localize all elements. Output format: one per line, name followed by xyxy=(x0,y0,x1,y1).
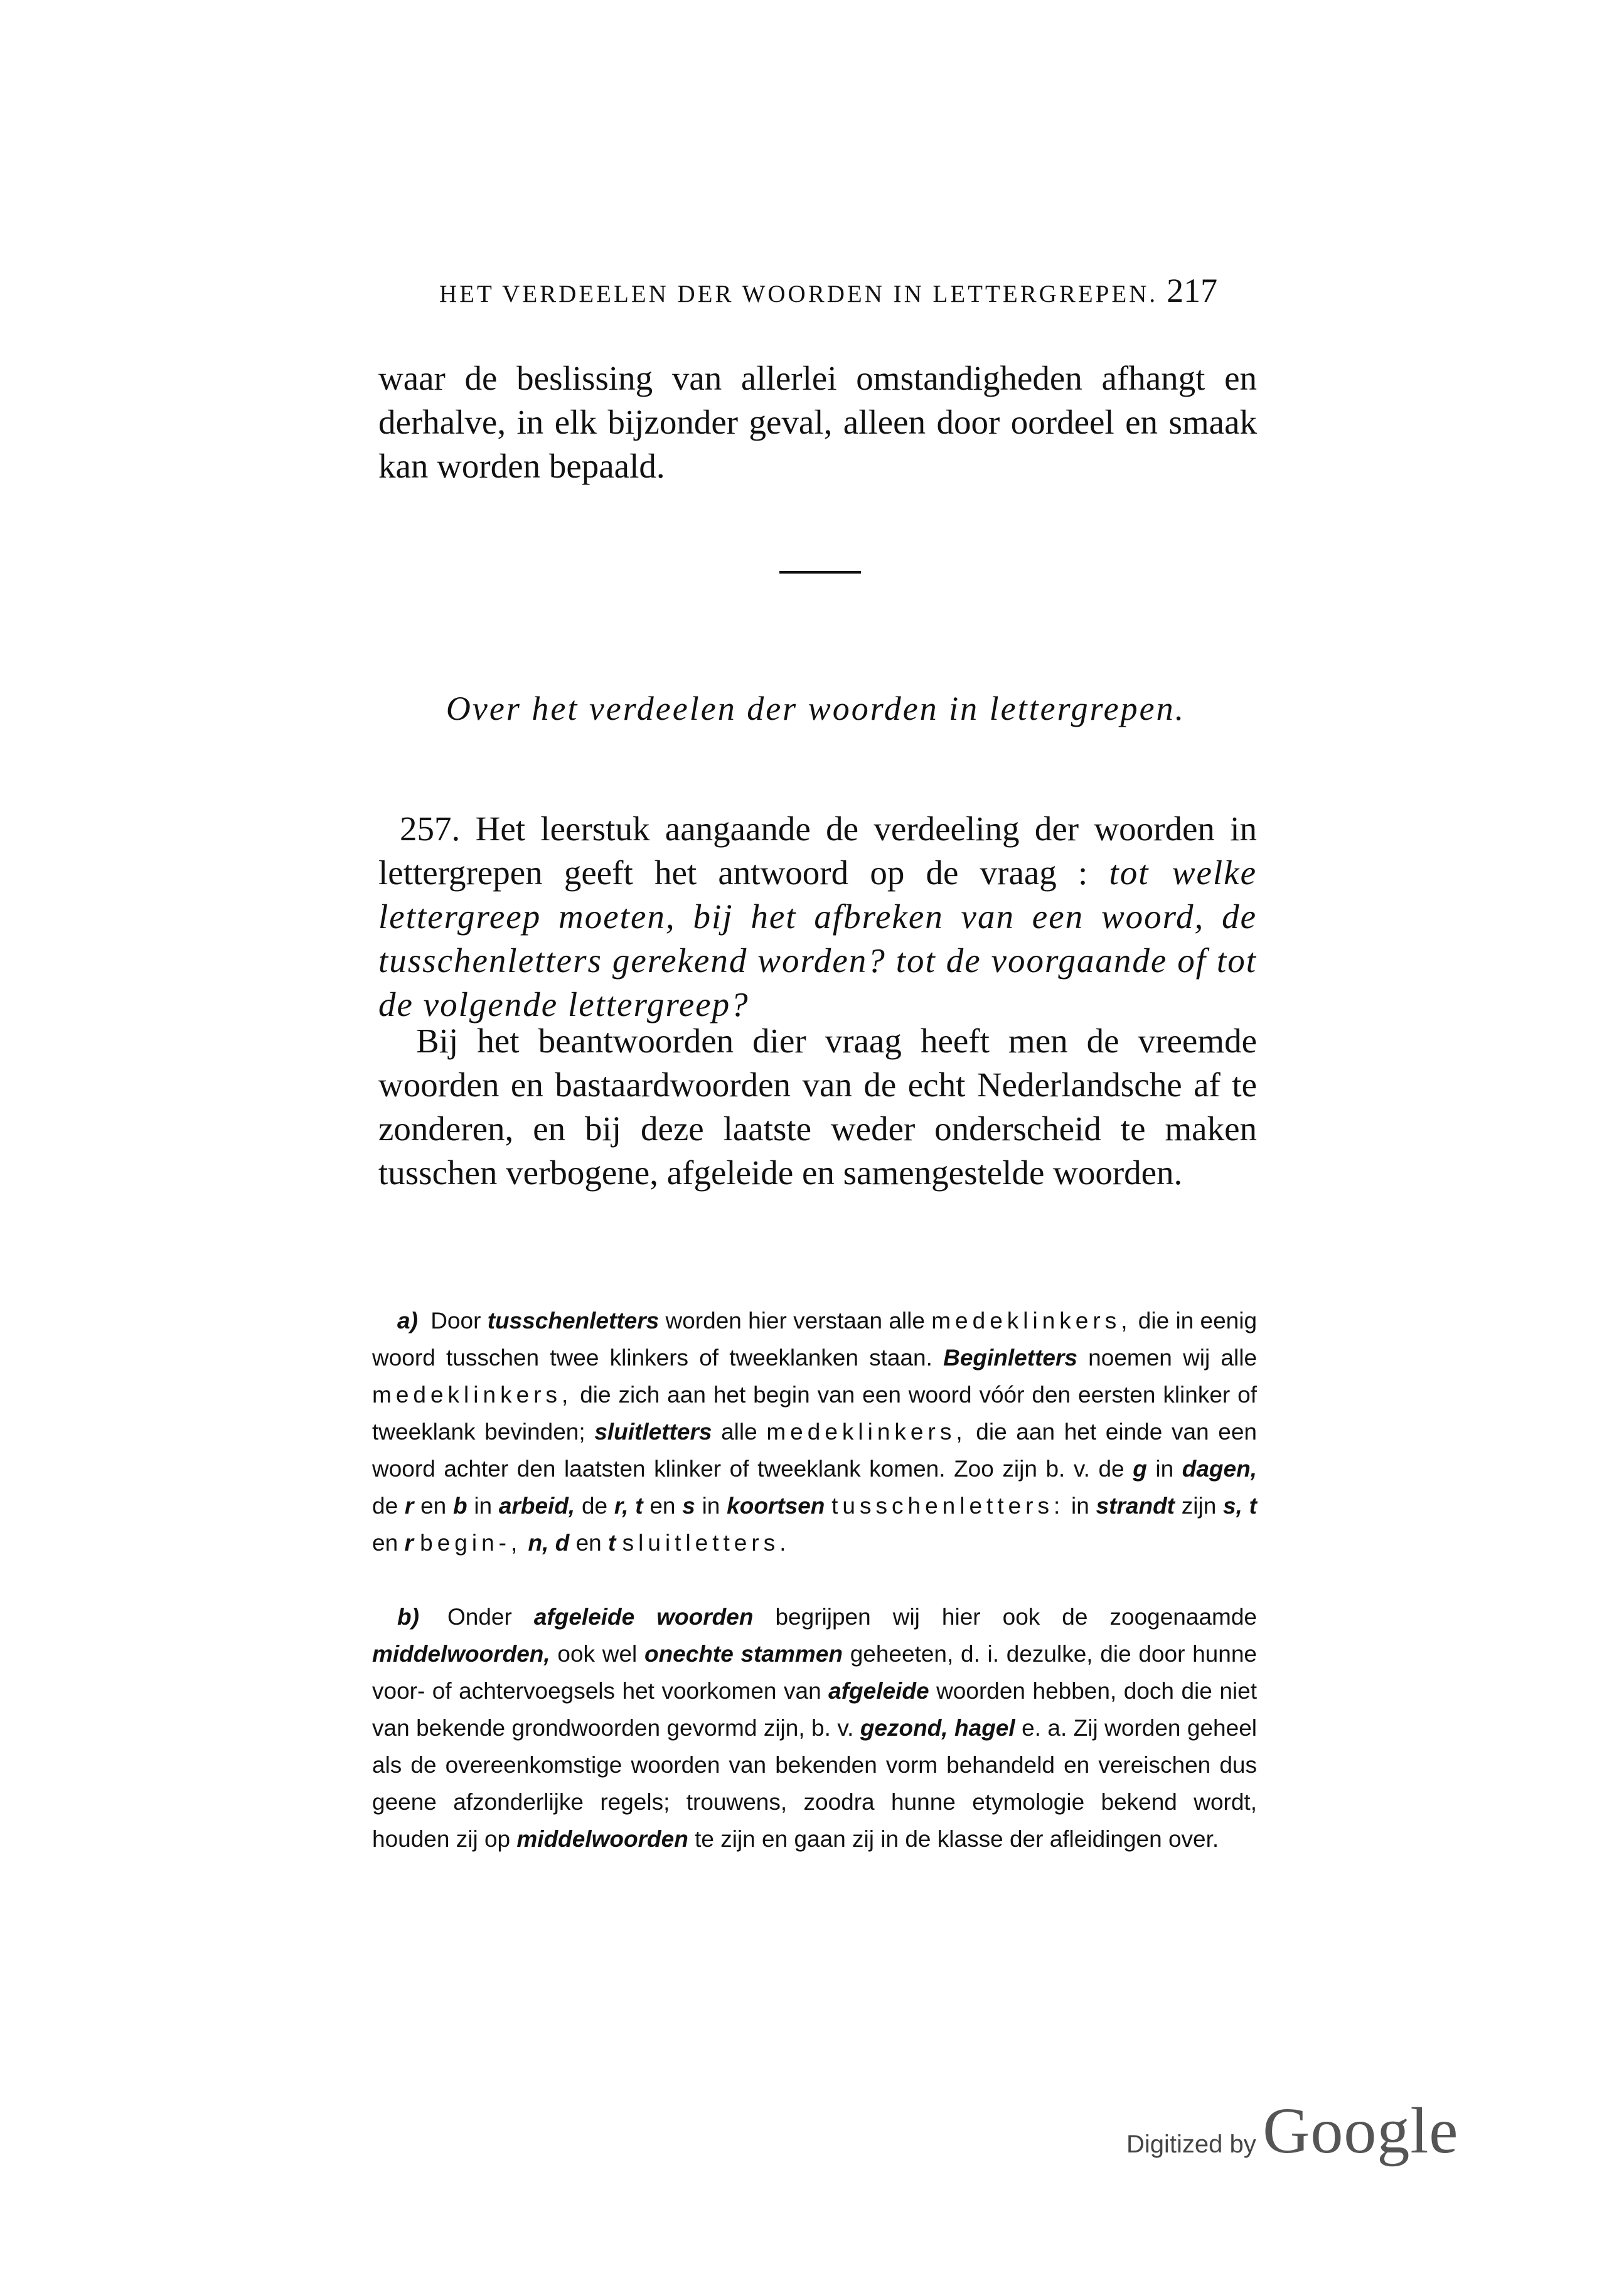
footnote-text: te zijn en gaan zij in de klasse der afleidingen over. xyxy=(695,1826,1219,1852)
footnote-term: koortsen xyxy=(727,1493,825,1519)
footnote-text: die aan het einde van een woord achter den laatsten klinker of tweeklank komen. Zoo zijn b. v. de xyxy=(372,1419,1258,1482)
footnote-text: die in eenig woord tusschen twee klinkers of tweeklanken staan. xyxy=(372,1308,1258,1371)
footnote-term: d xyxy=(555,1530,570,1556)
footnote-text: de xyxy=(581,1493,608,1519)
footnote-term: tusschenletters xyxy=(487,1308,660,1334)
paragraph-257 xyxy=(378,807,1257,1027)
footnote-term: g xyxy=(1133,1456,1147,1482)
footnote-term: middelwoorden, xyxy=(372,1641,550,1667)
footnote-text: geheeten, d. i. dezulke, die door hunne voor- of achtervoegsels het voorkomen van xyxy=(372,1641,1257,1704)
footnote-text: Door xyxy=(430,1308,481,1334)
footnote-term: afgeleide woorden xyxy=(533,1604,754,1630)
paragraph-257-text: Het leerstuk aangaande de verdeeling der woorden in lettergrepen geeft het antwoord op de vraag : xyxy=(378,810,1257,892)
footnote-term: s xyxy=(682,1493,695,1519)
footnote-text: Onder xyxy=(447,1604,512,1630)
footnote-a xyxy=(372,1302,1257,1561)
footnote-spaced-term: tusschenletters: xyxy=(831,1493,1065,1519)
footnote-text: in xyxy=(702,1493,720,1519)
footnote-text: e. a. Zij worden geheel als de overeenkomstige woorden van bekenden vorm behandeld en vereischen dus geene afzonderlijke regels; trouwens, zoodra hunne etymologie bekend wordt, houden zij op xyxy=(372,1715,1258,1852)
footnote-term: r xyxy=(404,1530,414,1556)
footnote-text: worden hier verstaan alle xyxy=(665,1308,925,1334)
paragraph-2: Bij het beantwoorden dier vraag heeft men de vreemde woorden en bastaardwoorden van de echt Nederlandsche af te zonderen, en bij deze laatste weder onderscheid te maken tusschen verbogene, afgeleide en samengestelde woorden. xyxy=(378,1022,1257,1192)
footnote-term: afgeleide xyxy=(828,1678,929,1704)
footnote-term: Beginletters xyxy=(943,1345,1077,1371)
footnote-term: t xyxy=(635,1493,643,1519)
footnote-text: in xyxy=(474,1493,493,1519)
digitized-watermark xyxy=(1126,2093,1458,2168)
footnote-spaced-term: sluitletters. xyxy=(622,1530,791,1556)
footnote-term: arbeid, xyxy=(498,1493,575,1519)
footnote-term: gezond, hagel xyxy=(860,1715,1015,1741)
footnote-term: b xyxy=(452,1493,467,1519)
footnote-term: s, xyxy=(1223,1493,1242,1519)
footnote-term: t xyxy=(608,1530,616,1556)
footnote-b xyxy=(372,1598,1257,1858)
footnote-term: sluitletters xyxy=(594,1419,712,1445)
footnote-text: woorden hebben, doch die niet van bekende grondwoorden gevormd zijn, b. v. xyxy=(372,1678,1258,1741)
running-title: HET VERDEELEN DER WOORDEN IN LETTERGREPEN. xyxy=(439,281,1158,307)
intro-paragraph: waar de beslissing van allerlei omstandigheden afhangt en derhalve, in elk bijzonder geval, alleen door oordeel en smaak kan worden bepaald. xyxy=(378,359,1257,485)
footnote-spaced-term: medeklinkers, xyxy=(931,1308,1132,1334)
footnote-text: in xyxy=(1155,1456,1174,1482)
footnote-spaced-term: begin-, xyxy=(420,1530,522,1556)
footnote-text: en xyxy=(575,1530,602,1556)
google-logo: Google xyxy=(1263,2095,1459,2167)
footnote-text: en xyxy=(649,1493,676,1519)
footnote-term: strandt xyxy=(1096,1493,1175,1519)
footnote-text: in xyxy=(1071,1493,1089,1519)
footnote-text: en xyxy=(420,1493,447,1519)
footnote-label: b) xyxy=(397,1604,419,1630)
footnote-spaced-term: medeklinkers, xyxy=(766,1419,967,1445)
footnote-text: die zich aan het begin van een woord vóór den eersten klinker of tweeklank bevinden; xyxy=(372,1382,1258,1445)
page-number: 217 xyxy=(1167,272,1218,309)
footnote-term: dagen, xyxy=(1182,1456,1257,1482)
footnote-term: n, xyxy=(528,1530,549,1556)
footnote-term: onechte stammen xyxy=(644,1641,843,1667)
footnote-term: t xyxy=(1249,1493,1257,1519)
footnote-text: ook wel xyxy=(557,1641,638,1667)
section-title: Over het verdeelen der woorden in lettergrepen. xyxy=(446,690,1186,727)
footnote-text: zijn xyxy=(1181,1493,1217,1519)
footnote-text: begrijpen wij hier ook de zoogenaamde xyxy=(775,1604,1258,1630)
footnote-term: r, xyxy=(614,1493,629,1519)
footnote-label: a) xyxy=(397,1308,418,1334)
footnote-text: alle xyxy=(721,1419,757,1445)
digitized-by-label: Digitized by xyxy=(1126,2130,1256,2158)
footnote-term: middelwoorden xyxy=(516,1826,688,1852)
section-divider xyxy=(779,571,861,574)
footnote-text: de xyxy=(372,1493,398,1519)
paragraph-number: 257. xyxy=(400,810,461,848)
footnote-text: noemen wij alle xyxy=(1088,1345,1258,1371)
footnote-text: en xyxy=(372,1530,398,1556)
paragraph-257-question: tot welke lettergreep moeten, bij het afbreken van een woord, de tusschenletters gerekend worden? tot de voorgaande of tot de volgende lettergreep? xyxy=(378,853,1258,1024)
footnote-spaced-term: medeklinkers, xyxy=(372,1382,573,1408)
running-header xyxy=(439,271,1259,310)
footnote-term: r xyxy=(404,1493,414,1519)
